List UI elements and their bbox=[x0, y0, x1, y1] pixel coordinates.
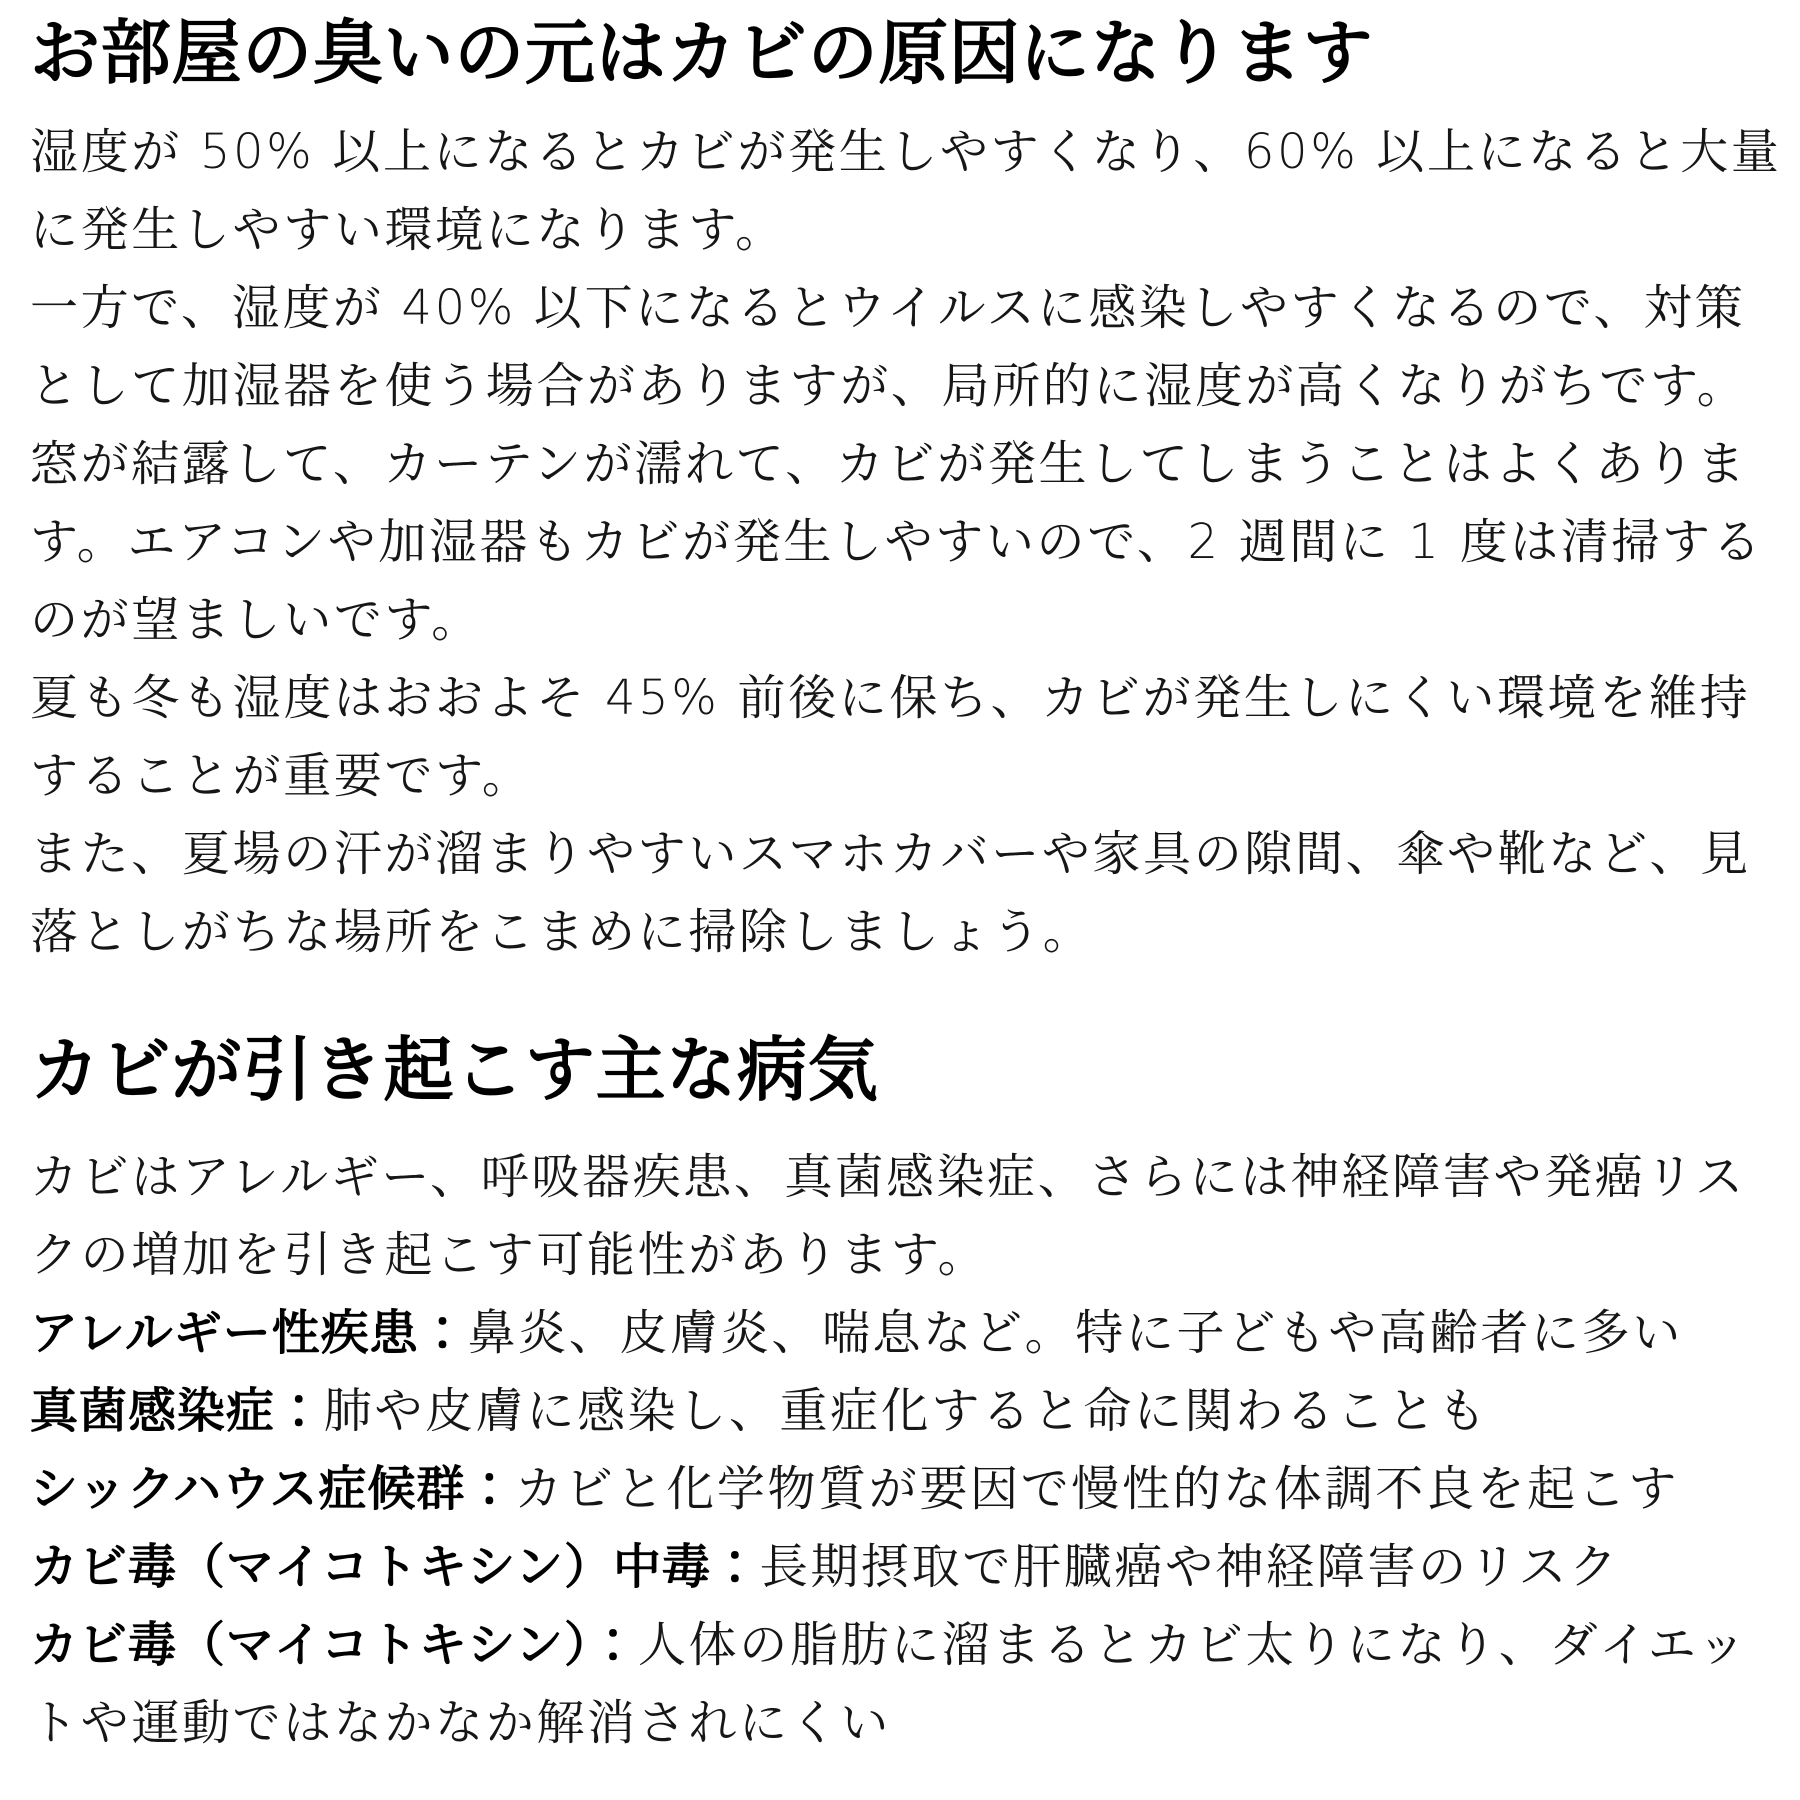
term-label: シックハウス症候群： bbox=[30, 1461, 515, 1517]
line-text: することが重要です。 bbox=[30, 748, 533, 804]
paragraph-line bbox=[30, 1684, 1780, 1762]
paragraph-line bbox=[30, 815, 1780, 893]
line-text: 湿度が 50% 以上になるとカビが発生しやすくなり、60% 以上になると大量 bbox=[30, 124, 1782, 180]
paragraph-line bbox=[30, 191, 1780, 269]
paragraph-line bbox=[30, 113, 1780, 191]
paragraph-mold-diseases bbox=[30, 1138, 1780, 1762]
term-label: アレルギー性疾患： bbox=[30, 1305, 468, 1361]
paragraph-line bbox=[30, 1528, 1780, 1606]
line-text: カビはアレルギー、呼吸器疾患、真菌感染症、さらには神経障害や発癌リス bbox=[30, 1149, 1746, 1205]
line-text: 一方で、湿度が 40% 以下になるとウイルスに感染しやすくなるので、対策 bbox=[30, 280, 1746, 336]
paragraph-line bbox=[30, 893, 1780, 971]
section-mold-diseases bbox=[30, 1025, 1780, 1762]
term-label: 真菌感染症： bbox=[30, 1383, 324, 1439]
paragraph-line bbox=[30, 1216, 1780, 1294]
section-title-odor-cause: お部屋の臭いの元はカビの原因になります bbox=[30, 12, 1374, 94]
term-label: カビ毒（マイコトキシン）： bbox=[30, 1617, 638, 1673]
section-odor-cause bbox=[30, 8, 1780, 971]
paragraph-line bbox=[30, 581, 1780, 659]
paragraph-line bbox=[30, 1138, 1780, 1216]
paragraph-line bbox=[30, 269, 1780, 347]
line-text: カビと化学物質が要因で慢性的な体調不良を起こす bbox=[514, 1461, 1680, 1517]
line-text: に発生しやすい環境になります。 bbox=[30, 202, 786, 258]
paragraph-odor-cause bbox=[30, 113, 1780, 971]
line-text: クの増加を引き起こす可能性があります。 bbox=[30, 1227, 989, 1283]
line-text: 落としがちな場所をこまめに掃除しましょう。 bbox=[30, 904, 1094, 960]
line-text: 窓が結露して、カーテンが濡れて、カビが発生してしまうことはよくありま bbox=[30, 436, 1748, 492]
line-text: 肺や皮膚に感染し、重症化すると命に関わることも bbox=[323, 1383, 1489, 1439]
paragraph-line bbox=[30, 1606, 1780, 1684]
term-label: カビ毒（マイコトキシン）中毒： bbox=[30, 1539, 760, 1595]
line-text: 夏も冬も湿度はおおよそ 45% 前後に保ち、カビが発生しにくい環境を維持 bbox=[30, 670, 1751, 726]
paragraph-line bbox=[30, 425, 1780, 503]
line-text: として加湿器を使う場合がありますが、局所的に湿度が高くなりがちです。 bbox=[30, 358, 1748, 414]
paragraph-line bbox=[30, 1450, 1780, 1528]
paragraph-line bbox=[30, 1294, 1780, 1372]
paragraph-line bbox=[30, 347, 1780, 425]
paragraph-line bbox=[30, 659, 1780, 737]
line-text: トや運動ではなかなか解消されにくい bbox=[30, 1695, 891, 1751]
line-text: す。エアコンや加湿器もカビが発生しやすいので、2 週間に 1 度は清掃する bbox=[30, 514, 1764, 570]
paragraph-line bbox=[30, 737, 1780, 815]
line-text: のが望ましいです。 bbox=[30, 592, 482, 648]
section-title-mold-diseases: カビが引き起こす主な病気 bbox=[30, 1029, 879, 1111]
line-text: 長期摂取で肝臓癌や神経障害のリスク bbox=[759, 1539, 1620, 1595]
paragraph-line bbox=[30, 1372, 1780, 1450]
line-text: 鼻炎、皮膚炎、喘息など。特に子どもや高齢者に多い bbox=[467, 1305, 1683, 1361]
line-text: また、夏場の汗が溜まりやすいスマホカバーや家具の隙間、傘や靴など、見 bbox=[30, 826, 1751, 882]
paragraph-line bbox=[30, 503, 1780, 581]
line-text: 人体の脂肪に溜まるとカビ太りになり、ダイエッ bbox=[637, 1617, 1749, 1673]
